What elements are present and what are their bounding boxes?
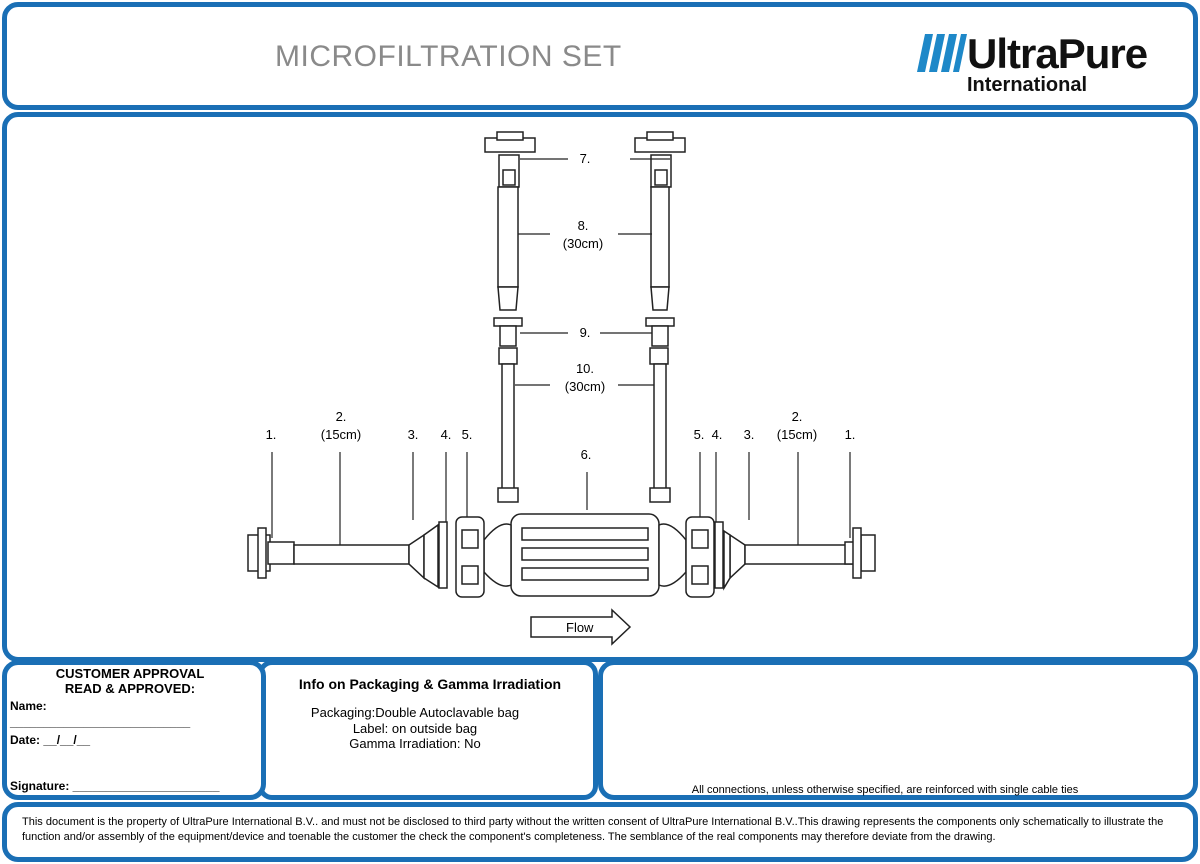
info-label: Label: on outside bag [352,721,478,736]
left-branch [248,517,484,597]
page-title: MICROFILTRATION SET [275,40,622,73]
label-left-1: 1. [265,427,277,442]
connections-note: All connections, unless otherwise specified, are reinforced with single cable ties [691,784,1079,796]
approval-title [0,666,260,696]
disclaimer-text: This document is the property of UltraPure International B.V.. and must not be disclosed to third party without the written consent of UltraPure International B.V..This drawing represents the components only schematically to illustrate the function and/or assembly of the equipment/device and toenable the customer the check the component's completeness. The semblance of the real components may therefore deviate from the drawing. [22,816,1164,843]
label-right-5: 5. [693,427,705,442]
approval-name-field: ___________________________ [10,715,191,729]
label-right-1: 1. [844,427,856,442]
info-title: Info on Packaging & Gamma Irradiation [298,676,562,692]
label-right-2: 2. (15cm) [776,409,818,442]
logo-name: UltraPure [967,30,1148,77]
top-left-connector [485,132,535,502]
label-right-3: 3. [743,427,755,442]
filter-capsule [484,514,686,596]
label-left-3: 3. [407,427,419,442]
approval-title-line1: CUSTOMER APPROVAL [55,666,205,681]
approval-date-field: Date: __/__/__ [10,733,91,747]
info-packaging: Packaging:Double Autoclavable bag [310,705,520,720]
right-branch [686,517,875,597]
approval-signature-field: Signature: ______________________ [10,779,220,793]
label-10: 10. (30cm) [564,361,606,394]
label-left-4: 4. [440,427,452,442]
label-6: 6. [580,447,592,462]
label-8: 8. (30cm) [562,218,604,251]
approval-title-line2: READ & APPROVED: [64,681,196,696]
info-gamma: Gamma Irradiation: No [349,736,481,751]
label-left-2: 2. (15cm) [320,409,362,442]
label-left-5: 5. [461,427,473,442]
top-right-connector [635,132,685,502]
label-9: 9. [579,325,591,340]
approval-name-label: Name: [10,699,47,713]
label-right-4: 4. [711,427,723,442]
flow-label: Flow [566,620,594,635]
logo-subname: International [967,74,1088,96]
label-7: 7. [579,151,591,166]
